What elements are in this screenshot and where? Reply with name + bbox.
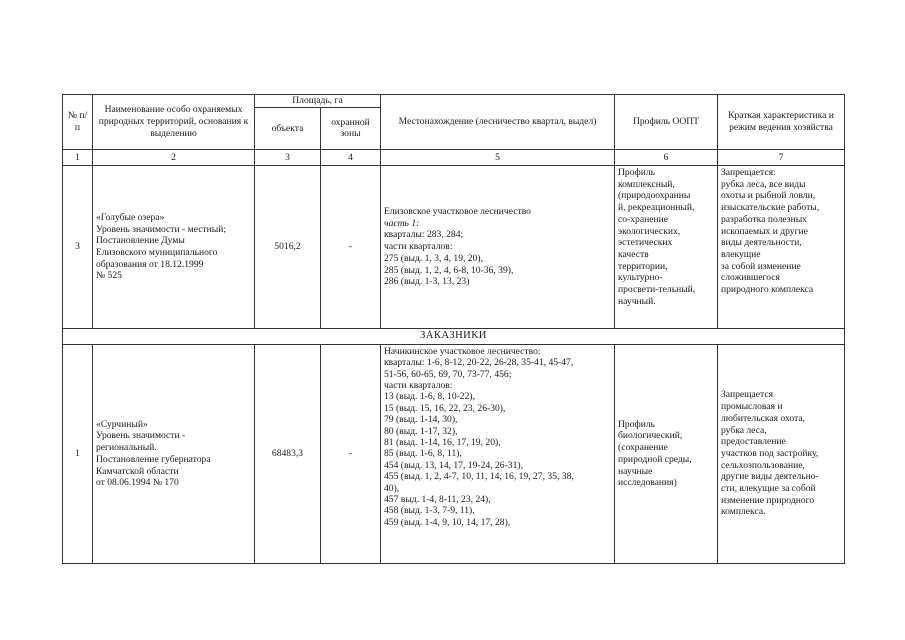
col-number: 5 [381, 150, 615, 166]
col-number: 7 [718, 150, 845, 166]
row-location: Начикинское участковое лесничество: кварталы: 1-6, 8-12, 20-22, 26-28, 35-41, 45-47, 51-56, 60-65, 69, 70, 73-77, 456; части кварталов: 13 (выд. 1-6, 8, 10-22), 15 (выд. 15, 16, 22, 23, 26-30), 79 (выд. 1-14, 30), 80 (выд. 1-17, 32), 81 (выд. 1-14, 16, 17, 19, 20), 85 (выд. 1-6, 8, 11), 454 (выд. 13, 14, 17, 19-24, 26-31), 455 (выд. 1, 2, 4-7, 10, 11, 14, 16, 19, 27, 35, 38, 40), 457 выд. 1-4, 8-11, 23, 24), 458 (выд. 1-3, 7-9, 11), 459 (выд. 1-4, 9, 10, 14, 17, 28), [381, 344, 615, 563]
header-area-object: объекта [255, 107, 321, 149]
header-area: Площадь, га [255, 95, 381, 108]
col-number: 6 [615, 150, 718, 166]
row-regime: Запрещается промысловая и любительская охота, рубка леса, предоставление участков под застройку, сельхозпользование, другие виды деятельно- сти, влекущие за собой изменение природного комплекса. [718, 344, 845, 563]
row-location [381, 166, 615, 329]
header-regime: Краткая характеристика и режим ведения хозяйства [718, 95, 845, 150]
row-area-zone: - [321, 344, 381, 563]
table-row-golubye-ozera [63, 166, 845, 329]
section-title: ЗАКАЗНИКИ [63, 329, 845, 345]
row-number: 1 [63, 344, 93, 563]
row-name: «Сурчиный» Уровень значимости - региональный. Постановление губернатора Камчатской области от 08.06.1994 № 170 [93, 344, 255, 563]
location-part: часть 1: [384, 217, 420, 229]
row-area-zone: - [321, 166, 381, 329]
header-area-zone: охранной зоны [321, 107, 381, 149]
location-forestry: Елизовское участковое лесничество [384, 206, 531, 218]
row-profile: Профиль биологический, (сохранение природной среды, научные исследования) [615, 344, 718, 563]
row-area-object: 5016,2 [255, 166, 321, 329]
row-regime: Запрещается: рубка леса, все виды охоты и рыбной ловли, изыскательские работы, разработка полезных ископаемых и другие виды деятельности, влекущие за собой изменение сложившегося природного комплекса [718, 166, 845, 329]
row-name: «Голубые озера» Уровень значимости - местный; Постановление Думы Елизовского муниципального образования от 18.12.1999 № 525 [93, 166, 255, 329]
col-number: 2 [93, 150, 255, 166]
table-row-surchiny [63, 344, 845, 563]
row-number: 3 [63, 166, 93, 329]
header-profile: Профиль ООПТ [615, 95, 718, 150]
header-no: № п/п [63, 95, 93, 150]
column-numbers-row [63, 150, 845, 166]
section-row [63, 329, 845, 345]
header-location: Местонахождение (лесничество квартал, выдел) [381, 95, 615, 150]
location-quarters: кварталы: 283, 284; части кварталов: 275 (выд. 1, 3, 4, 19, 20), 285 (выд. 1, 2, 4, 6-8, 10-36, 39), 286 (выд. 1-3, 13, 23) [384, 229, 514, 288]
col-number: 4 [321, 150, 381, 166]
header-row [63, 95, 845, 108]
col-number: 3 [255, 150, 321, 166]
header-name: Наименование особо охраняемых природных территорий, основания к выделению [93, 95, 255, 150]
row-area-object: 68483,3 [255, 344, 321, 563]
protected-areas-table [62, 94, 845, 564]
row-profile: Профиль комплексный, (природоохранны й, рекреационный, со-хранение экологических, эстетических качеств территории, культурно- просвети-тельный, научный. [615, 166, 718, 329]
col-number: 1 [63, 150, 93, 166]
